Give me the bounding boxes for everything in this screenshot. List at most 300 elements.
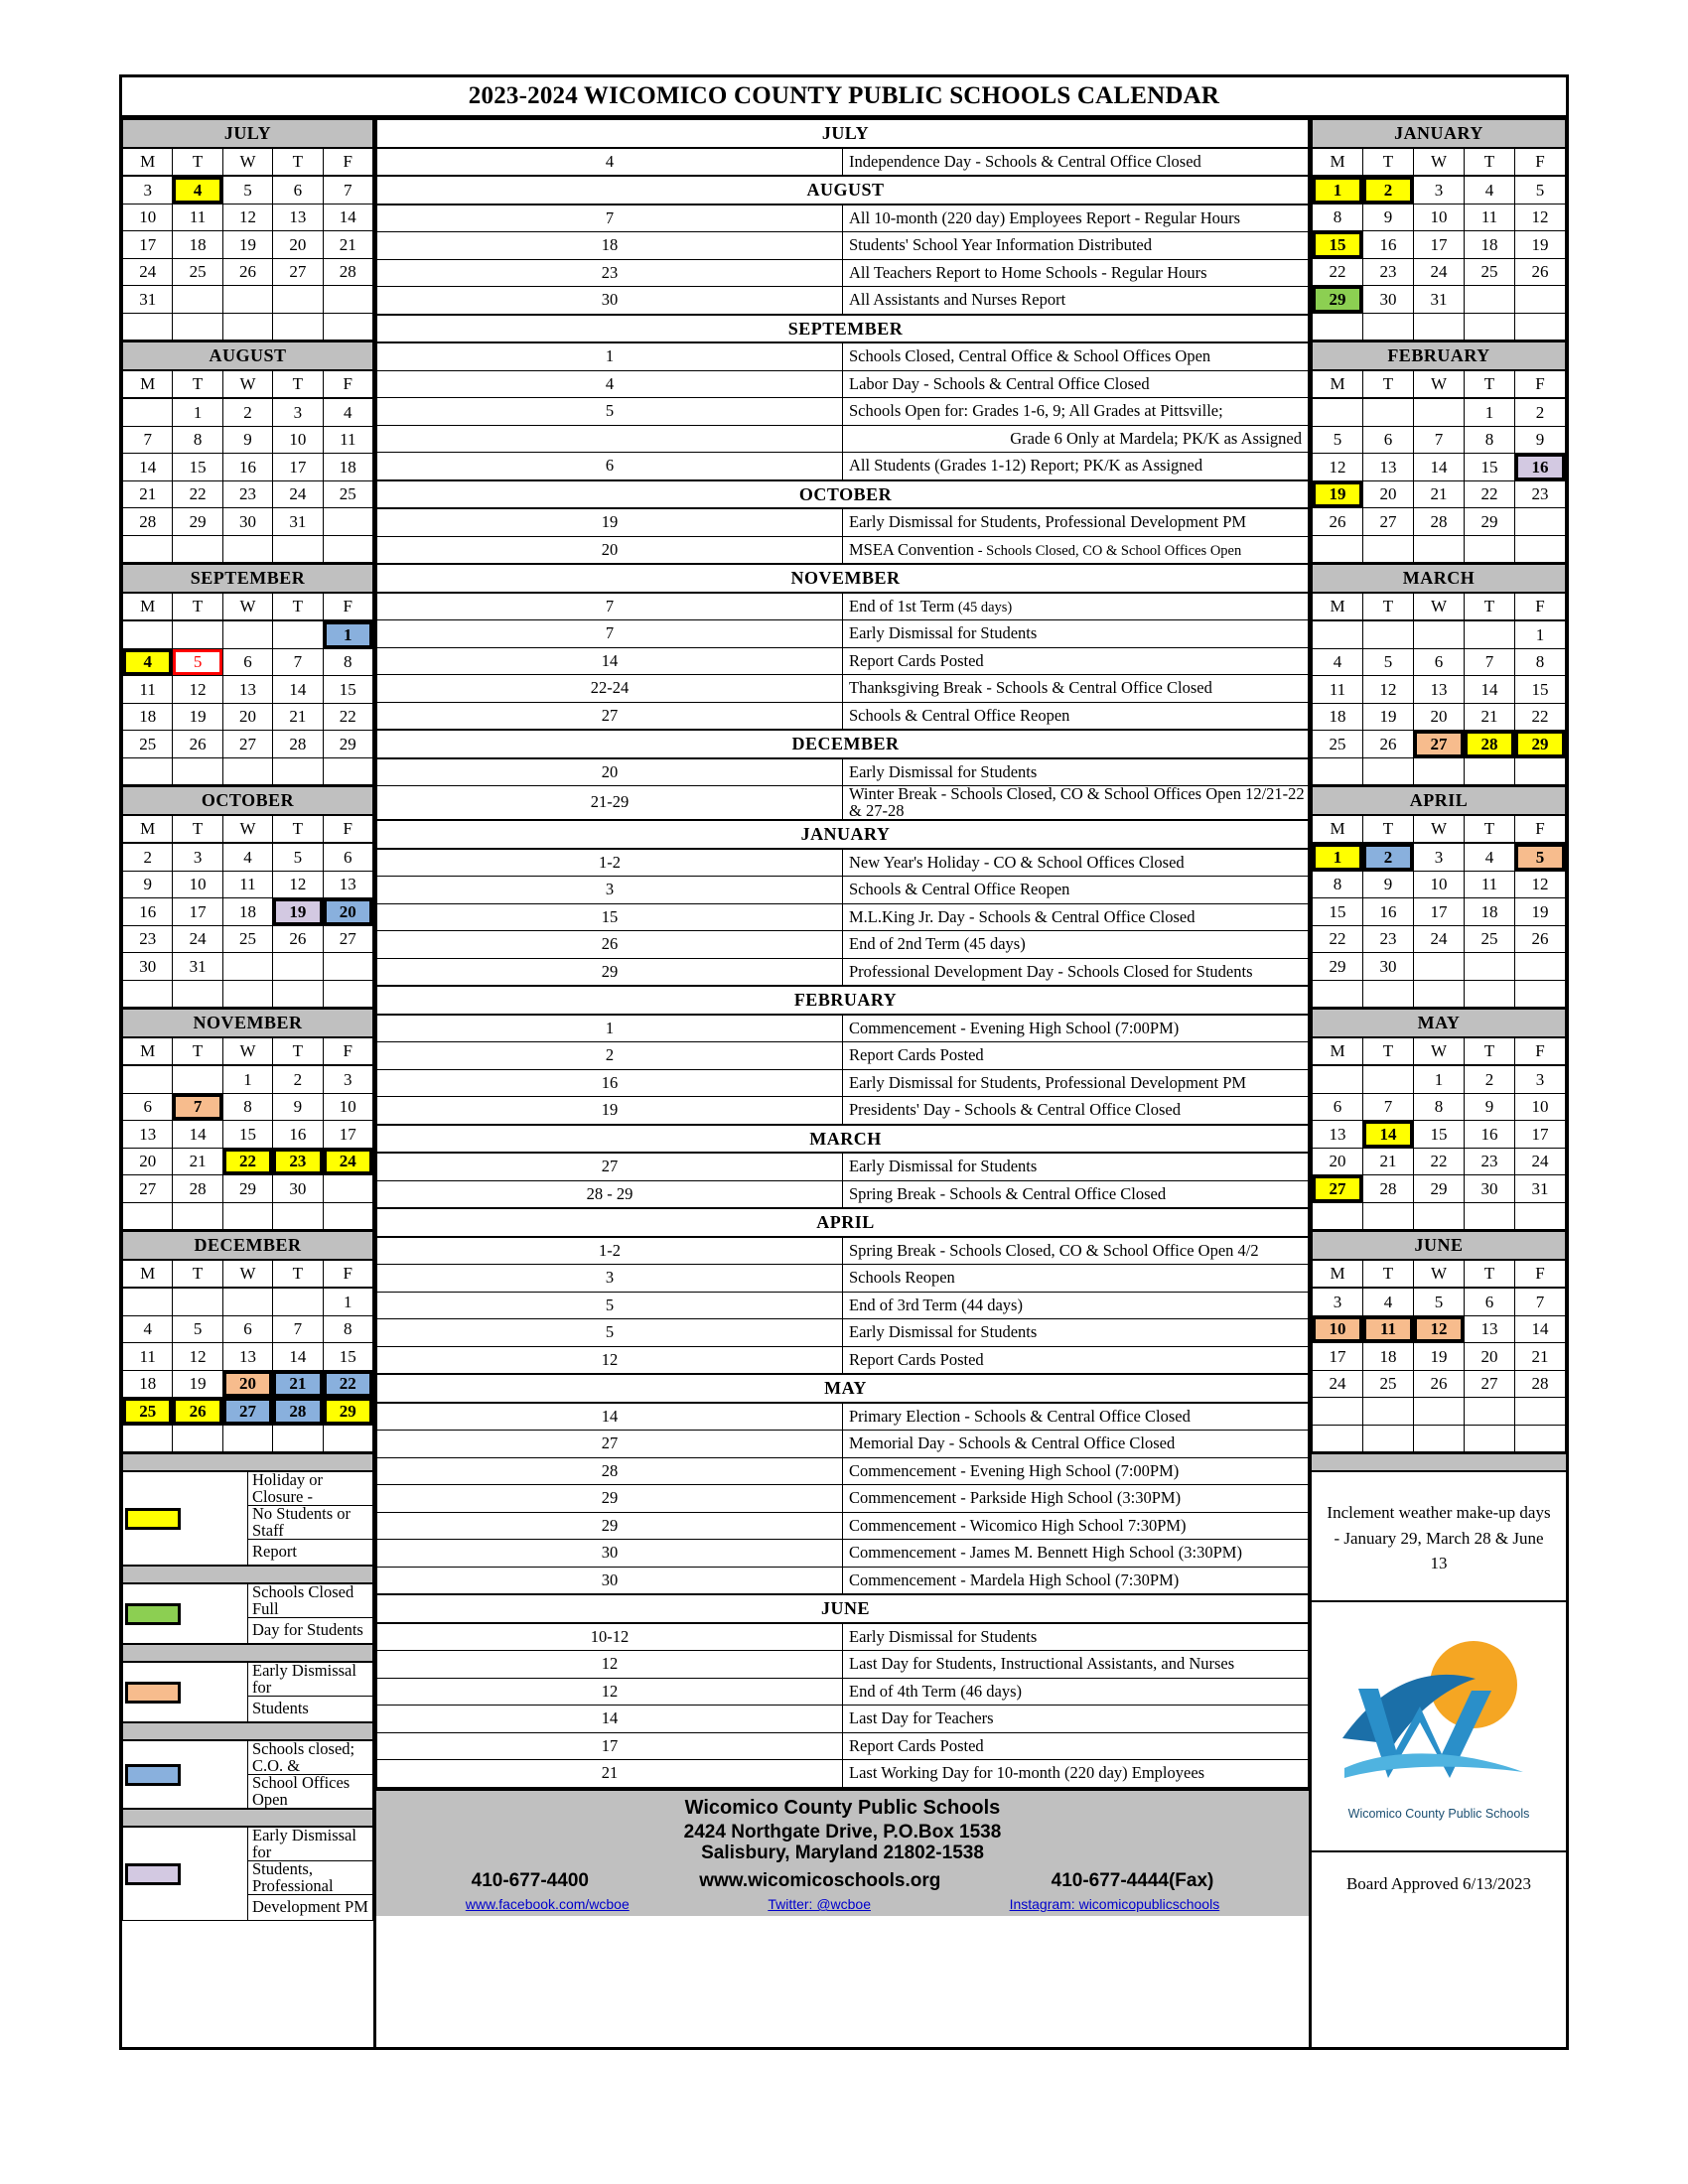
day-cell[interactable] [323,286,372,314]
day-cell[interactable] [1363,1425,1414,1452]
day-cell[interactable]: 28 [273,1398,323,1426]
day-cell[interactable]: 3 [323,1065,372,1093]
day-cell[interactable]: 28 [1363,1175,1414,1203]
day-cell[interactable] [1465,953,1515,981]
day-cell[interactable]: 8 [323,648,372,676]
day-cell[interactable]: 7 [123,426,173,454]
day-cell[interactable]: 25 [123,731,173,758]
day-cell[interactable]: 21 [1363,1148,1414,1175]
day-cell[interactable]: 3 [1414,843,1465,871]
day-cell[interactable]: 2 [1363,176,1414,204]
day-cell[interactable]: 8 [1313,871,1363,898]
footer-website[interactable]: www.wicomicoschools.org [699,1870,941,1892]
day-cell[interactable]: 22 [1313,258,1363,286]
day-cell[interactable]: 31 [1414,286,1465,314]
day-cell[interactable]: 27 [222,731,272,758]
day-cell[interactable]: 25 [1465,258,1515,286]
day-cell[interactable]: 18 [123,703,173,731]
day-cell[interactable] [1363,398,1414,426]
day-cell[interactable]: 11 [323,426,372,454]
day-cell[interactable]: 8 [1313,204,1363,231]
day-cell[interactable]: 18 [173,231,222,259]
day-cell[interactable] [323,757,372,785]
day-cell[interactable]: 28 [123,508,173,536]
day-cell[interactable]: 26 [222,258,272,286]
day-cell[interactable] [323,508,372,536]
day-cell[interactable]: 13 [1363,454,1414,481]
day-cell[interactable]: 18 [1313,703,1363,731]
day-cell[interactable]: 28 [323,258,372,286]
day-cell[interactable]: 23 [1515,480,1566,508]
day-cell[interactable]: 5 [1313,426,1363,454]
day-cell[interactable] [1414,535,1465,563]
day-cell[interactable]: 21 [1515,1343,1566,1371]
day-cell[interactable] [222,980,272,1008]
day-cell[interactable]: 12 [1414,1315,1465,1343]
day-cell[interactable] [273,313,323,341]
day-cell[interactable] [1515,286,1566,314]
day-cell[interactable]: 27 [1363,508,1414,536]
day-cell[interactable] [1313,1065,1363,1093]
day-cell[interactable] [123,757,173,785]
day-cell[interactable]: 11 [123,1343,173,1371]
day-cell[interactable]: 23 [1465,1148,1515,1175]
day-cell[interactable] [1363,1398,1414,1426]
day-cell[interactable]: 13 [123,1121,173,1149]
day-cell[interactable]: 3 [1313,1288,1363,1315]
day-cell[interactable] [1465,1398,1515,1426]
day-cell[interactable]: 13 [1465,1315,1515,1343]
day-cell[interactable]: 10 [173,871,222,898]
day-cell[interactable]: 19 [1515,898,1566,926]
day-cell[interactable]: 2 [1363,843,1414,871]
day-cell[interactable] [222,620,272,648]
day-cell[interactable]: 19 [1313,480,1363,508]
day-cell[interactable]: 22 [323,703,372,731]
day-cell[interactable]: 28 [273,731,323,758]
footer-instagram-link[interactable]: Instagram: wicomicopublicschools [1009,1896,1220,1913]
day-cell[interactable] [222,757,272,785]
day-cell[interactable]: 6 [1363,426,1414,454]
day-cell[interactable]: 13 [323,871,372,898]
day-cell[interactable]: 21 [273,1370,323,1398]
day-cell[interactable]: 30 [123,953,173,981]
day-cell[interactable]: 21 [323,231,372,259]
day-cell[interactable] [123,620,173,648]
day-cell[interactable]: 24 [273,480,323,508]
day-cell[interactable]: 10 [1515,1093,1566,1121]
day-cell[interactable]: 31 [123,286,173,314]
day-cell[interactable]: 29 [1414,1175,1465,1203]
day-cell[interactable]: 29 [173,508,222,536]
day-cell[interactable]: 25 [1465,925,1515,953]
day-cell[interactable]: 8 [173,426,222,454]
day-cell[interactable]: 23 [1363,258,1414,286]
day-cell[interactable] [1414,757,1465,785]
day-cell[interactable]: 26 [173,1398,222,1426]
day-cell[interactable]: 25 [1313,731,1363,758]
day-cell[interactable]: 30 [222,508,272,536]
day-cell[interactable]: 17 [123,231,173,259]
day-cell[interactable] [222,1425,272,1452]
day-cell[interactable] [1515,1202,1566,1230]
day-cell[interactable] [1465,535,1515,563]
day-cell[interactable] [1414,398,1465,426]
day-cell[interactable] [173,1425,222,1452]
day-cell[interactable]: 24 [1313,1370,1363,1398]
day-cell[interactable] [1465,1202,1515,1230]
day-cell[interactable]: 6 [1313,1093,1363,1121]
day-cell[interactable]: 6 [222,1315,272,1343]
day-cell[interactable]: 20 [123,1148,173,1175]
day-cell[interactable]: 16 [1363,898,1414,926]
day-cell[interactable]: 29 [1515,731,1566,758]
day-cell[interactable]: 2 [1515,398,1566,426]
day-cell[interactable]: 20 [1465,1343,1515,1371]
day-cell[interactable]: 12 [1515,871,1566,898]
day-cell[interactable]: 16 [1515,454,1566,481]
day-cell[interactable]: 17 [323,1121,372,1149]
day-cell[interactable]: 20 [1414,703,1465,731]
day-cell[interactable] [1363,620,1414,648]
day-cell[interactable]: 4 [173,176,222,204]
day-cell[interactable] [222,1202,272,1230]
day-cell[interactable]: 27 [273,258,323,286]
day-cell[interactable]: 28 [1465,731,1515,758]
day-cell[interactable]: 4 [1313,648,1363,676]
day-cell[interactable]: 13 [1414,676,1465,704]
day-cell[interactable]: 26 [1414,1370,1465,1398]
day-cell[interactable]: 22 [222,1148,272,1175]
day-cell[interactable]: 16 [1363,231,1414,259]
day-cell[interactable]: 18 [1465,898,1515,926]
day-cell[interactable]: 25 [123,1398,173,1426]
day-cell[interactable]: 15 [323,1343,372,1371]
day-cell[interactable]: 22 [323,1370,372,1398]
day-cell[interactable]: 5 [1414,1288,1465,1315]
day-cell[interactable]: 25 [222,925,272,953]
day-cell[interactable] [273,535,323,563]
day-cell[interactable]: 5 [1515,176,1566,204]
day-cell[interactable]: 14 [323,204,372,231]
day-cell[interactable] [273,1288,323,1315]
day-cell[interactable]: 16 [123,898,173,926]
day-cell[interactable]: 9 [1363,204,1414,231]
day-cell[interactable]: 24 [1414,258,1465,286]
day-cell[interactable]: 12 [222,204,272,231]
day-cell[interactable]: 24 [323,1148,372,1175]
day-cell[interactable]: 18 [222,898,272,926]
day-cell[interactable]: 20 [222,703,272,731]
day-cell[interactable] [273,980,323,1008]
day-cell[interactable] [1465,1425,1515,1452]
day-cell[interactable] [323,535,372,563]
day-cell[interactable]: 21 [1465,703,1515,731]
day-cell[interactable]: 17 [173,898,222,926]
day-cell[interactable]: 27 [123,1175,173,1203]
day-cell[interactable]: 24 [173,925,222,953]
day-cell[interactable] [273,953,323,981]
footer-facebook-link[interactable]: www.facebook.com/wcboe [465,1896,630,1913]
day-cell[interactable]: 18 [1465,231,1515,259]
day-cell[interactable] [1414,1425,1465,1452]
day-cell[interactable] [123,398,173,426]
day-cell[interactable]: 25 [323,480,372,508]
day-cell[interactable]: 21 [123,480,173,508]
day-cell[interactable]: 6 [323,843,372,871]
day-cell[interactable]: 11 [123,676,173,704]
day-cell[interactable]: 17 [273,454,323,481]
day-cell[interactable]: 19 [173,1370,222,1398]
day-cell[interactable] [222,286,272,314]
day-cell[interactable]: 1 [173,398,222,426]
day-cell[interactable]: 14 [273,676,323,704]
day-cell[interactable]: 26 [1515,258,1566,286]
day-cell[interactable]: 27 [1414,731,1465,758]
day-cell[interactable]: 1 [1465,398,1515,426]
day-cell[interactable]: 25 [173,258,222,286]
day-cell[interactable]: 10 [323,1093,372,1121]
day-cell[interactable] [222,953,272,981]
day-cell[interactable] [323,1425,372,1452]
day-cell[interactable] [1363,757,1414,785]
day-cell[interactable]: 30 [273,1175,323,1203]
day-cell[interactable] [1363,313,1414,341]
day-cell[interactable]: 28 [173,1175,222,1203]
day-cell[interactable]: 26 [1363,731,1414,758]
day-cell[interactable] [1465,757,1515,785]
day-cell[interactable] [173,313,222,341]
day-cell[interactable] [123,1425,173,1452]
day-cell[interactable] [1363,1065,1414,1093]
day-cell[interactable]: 20 [1313,1148,1363,1175]
day-cell[interactable]: 1 [323,1288,372,1315]
day-cell[interactable]: 3 [273,398,323,426]
day-cell[interactable]: 8 [1414,1093,1465,1121]
day-cell[interactable]: 6 [273,176,323,204]
day-cell[interactable] [1414,1202,1465,1230]
day-cell[interactable]: 27 [222,1398,272,1426]
day-cell[interactable]: 24 [1414,925,1465,953]
day-cell[interactable]: 15 [1465,454,1515,481]
day-cell[interactable]: 24 [1515,1148,1566,1175]
day-cell[interactable] [323,1202,372,1230]
day-cell[interactable]: 29 [323,731,372,758]
day-cell[interactable]: 1 [1313,843,1363,871]
day-cell[interactable]: 26 [173,731,222,758]
day-cell[interactable] [323,980,372,1008]
day-cell[interactable]: 19 [1515,231,1566,259]
day-cell[interactable]: 10 [123,204,173,231]
day-cell[interactable]: 12 [1363,676,1414,704]
day-cell[interactable] [173,620,222,648]
day-cell[interactable]: 9 [1515,426,1566,454]
day-cell[interactable]: 1 [323,620,372,648]
day-cell[interactable] [1414,620,1465,648]
day-cell[interactable] [1515,313,1566,341]
day-cell[interactable]: 31 [173,953,222,981]
day-cell[interactable]: 17 [1414,231,1465,259]
day-cell[interactable] [323,953,372,981]
day-cell[interactable]: 10 [1414,871,1465,898]
day-cell[interactable]: 2 [273,1065,323,1093]
day-cell[interactable]: 8 [1515,648,1566,676]
day-cell[interactable] [1515,1425,1566,1452]
day-cell[interactable]: 31 [273,508,323,536]
day-cell[interactable]: 1 [1313,176,1363,204]
day-cell[interactable] [222,535,272,563]
day-cell[interactable]: 15 [1414,1121,1465,1149]
day-cell[interactable] [173,1288,222,1315]
day-cell[interactable]: 19 [1414,1343,1465,1371]
day-cell[interactable]: 27 [1465,1370,1515,1398]
day-cell[interactable] [1465,286,1515,314]
day-cell[interactable]: 7 [173,1093,222,1121]
day-cell[interactable] [1465,313,1515,341]
day-cell[interactable]: 18 [123,1370,173,1398]
day-cell[interactable]: 7 [273,1315,323,1343]
day-cell[interactable]: 21 [273,703,323,731]
day-cell[interactable]: 11 [1363,1315,1414,1343]
day-cell[interactable] [222,313,272,341]
day-cell[interactable]: 31 [1515,1175,1566,1203]
day-cell[interactable] [273,1202,323,1230]
day-cell[interactable]: 23 [1363,925,1414,953]
day-cell[interactable]: 28 [1515,1370,1566,1398]
day-cell[interactable]: 14 [1515,1315,1566,1343]
day-cell[interactable]: 3 [1414,176,1465,204]
day-cell[interactable] [1515,953,1566,981]
day-cell[interactable]: 5 [173,1315,222,1343]
day-cell[interactable]: 1 [222,1065,272,1093]
day-cell[interactable]: 11 [173,204,222,231]
day-cell[interactable] [1515,1398,1566,1426]
day-cell[interactable]: 1 [1414,1065,1465,1093]
day-cell[interactable]: 8 [1465,426,1515,454]
day-cell[interactable]: 30 [1465,1175,1515,1203]
day-cell[interactable]: 5 [222,176,272,204]
day-cell[interactable] [173,286,222,314]
day-cell[interactable]: 8 [222,1093,272,1121]
day-cell[interactable]: 29 [1313,286,1363,314]
day-cell[interactable]: 26 [1515,925,1566,953]
day-cell[interactable]: 4 [123,1315,173,1343]
day-cell[interactable]: 13 [222,1343,272,1371]
day-cell[interactable] [173,980,222,1008]
day-cell[interactable]: 12 [273,871,323,898]
day-cell[interactable]: 22 [1465,480,1515,508]
day-cell[interactable]: 9 [123,871,173,898]
day-cell[interactable] [1414,980,1465,1008]
day-cell[interactable]: 22 [1515,703,1566,731]
day-cell[interactable]: 19 [173,703,222,731]
day-cell[interactable] [1313,757,1363,785]
day-cell[interactable]: 5 [173,648,222,676]
day-cell[interactable]: 13 [222,676,272,704]
day-cell[interactable]: 11 [1465,204,1515,231]
day-cell[interactable]: 14 [1414,454,1465,481]
day-cell[interactable] [1515,980,1566,1008]
day-cell[interactable]: 20 [222,1370,272,1398]
day-cell[interactable] [1313,1202,1363,1230]
day-cell[interactable]: 11 [1313,676,1363,704]
day-cell[interactable]: 21 [1414,480,1465,508]
day-cell[interactable]: 27 [1313,1175,1363,1203]
day-cell[interactable]: 6 [123,1093,173,1121]
day-cell[interactable]: 17 [1414,898,1465,926]
day-cell[interactable] [1313,620,1363,648]
day-cell[interactable]: 30 [1363,286,1414,314]
day-cell[interactable]: 23 [123,925,173,953]
day-cell[interactable]: 3 [1515,1065,1566,1093]
day-cell[interactable]: 15 [173,454,222,481]
day-cell[interactable]: 25 [1363,1370,1414,1398]
day-cell[interactable]: 4 [323,398,372,426]
day-cell[interactable]: 4 [123,648,173,676]
day-cell[interactable] [123,535,173,563]
day-cell[interactable]: 26 [273,925,323,953]
day-cell[interactable]: 26 [1313,508,1363,536]
day-cell[interactable] [1313,535,1363,563]
day-cell[interactable] [1313,398,1363,426]
day-cell[interactable]: 7 [323,176,372,204]
day-cell[interactable]: 29 [1313,953,1363,981]
day-cell[interactable]: 19 [1363,703,1414,731]
day-cell[interactable]: 10 [1414,204,1465,231]
day-cell[interactable] [1414,953,1465,981]
footer-twitter-link[interactable]: Twitter: @wcboe [768,1896,871,1913]
day-cell[interactable] [173,1065,222,1093]
day-cell[interactable]: 6 [1414,648,1465,676]
day-cell[interactable]: 7 [273,648,323,676]
day-cell[interactable]: 9 [222,426,272,454]
day-cell[interactable] [323,1175,372,1203]
day-cell[interactable]: 10 [273,426,323,454]
day-cell[interactable] [1414,313,1465,341]
day-cell[interactable] [123,1288,173,1315]
day-cell[interactable]: 21 [173,1148,222,1175]
day-cell[interactable]: 29 [1465,508,1515,536]
day-cell[interactable]: 11 [1465,871,1515,898]
day-cell[interactable]: 5 [1515,843,1566,871]
day-cell[interactable] [273,286,323,314]
day-cell[interactable]: 9 [273,1093,323,1121]
day-cell[interactable]: 15 [323,676,372,704]
day-cell[interactable] [1313,313,1363,341]
day-cell[interactable] [173,1202,222,1230]
day-cell[interactable]: 15 [222,1121,272,1149]
day-cell[interactable]: 23 [222,480,272,508]
day-cell[interactable]: 8 [323,1315,372,1343]
day-cell[interactable]: 16 [222,454,272,481]
day-cell[interactable] [1414,1398,1465,1426]
day-cell[interactable]: 22 [1414,1148,1465,1175]
day-cell[interactable]: 2 [1465,1065,1515,1093]
day-cell[interactable]: 18 [323,454,372,481]
day-cell[interactable]: 7 [1465,648,1515,676]
day-cell[interactable]: 12 [173,676,222,704]
day-cell[interactable]: 18 [1363,1343,1414,1371]
day-cell[interactable]: 30 [1363,953,1414,981]
day-cell[interactable]: 14 [273,1343,323,1371]
day-cell[interactable] [273,1425,323,1452]
day-cell[interactable] [273,757,323,785]
day-cell[interactable]: 29 [222,1175,272,1203]
day-cell[interactable]: 6 [222,648,272,676]
day-cell[interactable]: 16 [273,1121,323,1149]
day-cell[interactable] [1363,980,1414,1008]
day-cell[interactable] [1515,508,1566,536]
